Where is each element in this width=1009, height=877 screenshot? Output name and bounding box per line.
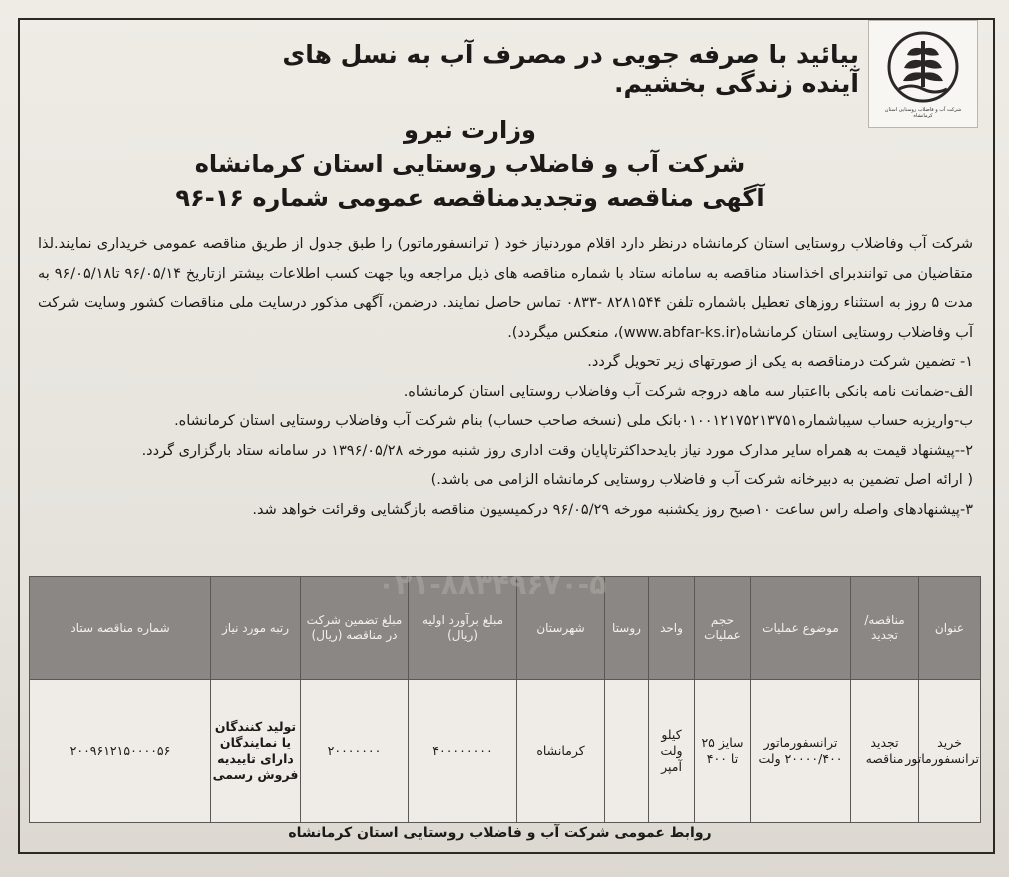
header-city: شهرستان — [517, 577, 605, 680]
company-logo — [868, 20, 978, 128]
table-row — [30, 680, 981, 823]
header-village: روستا — [605, 577, 649, 680]
header-type: مناقصه/ تجدید — [851, 577, 919, 680]
notice-title: آگهی مناقصه وتجدیدمناقصه عمومی شماره ۱۶-۹۶ — [175, 184, 765, 212]
notice-body — [38, 230, 973, 525]
header-subject: موضوع عملیات — [751, 577, 851, 680]
condition-1: ۱- تضمین شرکت درمناقصه به یکی از صورتهای زیر تحویل گردد. — [587, 354, 973, 370]
condition-2: ۲--پیشنهاد قیمت به همراه سایر مدارک مورد نیاز بایدحداکثرتاپایان وقت اداری روز شنبه مورخه ۱۳۹۶/۰۵/۲۸ در سامانه ستاد بارگزاری گردد. — [141, 442, 973, 459]
logo-caption: شرکت آب و فاضلاب روستایی استان کرمانشاه — [884, 107, 962, 119]
header-rank: رتبه مورد نیاز — [211, 577, 301, 680]
slogan: بیائید با صرفه جویی در مصرف آب به نسل های آینده زندگی بخشیم. — [282, 40, 859, 98]
header-unit: واحد — [649, 577, 695, 680]
header-tender-number: شماره مناقصه ستاد — [30, 577, 211, 680]
header-guarantee: مبلغ تضمین شرکت در مناقصه (ریال) — [301, 577, 409, 680]
cell-subject: ترانسفورماتور ۲۰۰۰۰/۴۰۰ ولت — [751, 680, 851, 823]
header-volume: حجم عملیات — [695, 577, 751, 680]
cell-title: خرید ترانسفورماتور — [919, 680, 981, 823]
cell-city: کرمانشاه — [517, 680, 605, 823]
cell-estimate: ۴۰۰۰۰۰۰۰۰ — [409, 680, 517, 823]
cell-unit: کیلو ولت آمپر — [649, 680, 695, 823]
header-estimate: مبلغ برآورد اولیه (ریال) — [409, 577, 517, 680]
cell-village — [605, 680, 649, 823]
tender-table — [29, 576, 981, 823]
cell-rank: تولید کنندگان یا نمایندگان دارای تاییدیه فروش رسمی — [211, 680, 301, 823]
condition-2-note: ( ارائه اصل تضمین به دبیرخانه شرکت آب و فاضلاب روستایی کرمانشاه الزامی می باشد.) — [430, 472, 973, 488]
header-title: عنوان — [919, 577, 981, 680]
company-title: شرکت آب و فاضلاب روستایی استان کرمانشاه — [194, 150, 746, 178]
ministry-title: وزارت نیرو — [404, 116, 536, 144]
cell-guarantee: ۲۰۰۰۰۰۰۰ — [301, 680, 409, 823]
wheat-water-logo-icon — [877, 27, 969, 107]
condition-3: ۳-پیشنهادهای واصله راس ساعت ۱۰صبح روز یکشنبه مورخه ۹۶/۰۵/۲۹ درکمیسیون مناقصه بازگشایی وقرائت خواهد شد. — [252, 501, 973, 518]
notice-headings — [150, 113, 790, 215]
phone-watermark: ۰۲۱-۸۸۳۴۹۶۷۰-۵ — [378, 568, 607, 601]
cell-volume: سایز ۲۵ تا ۴۰۰ — [695, 680, 751, 823]
public-relations-footer: روابط عمومی شرکت آب و فاضلاب روستایی استان کرمانشاه — [288, 825, 712, 841]
condition-1a: الف-ضمانت نامه بانکی بااعتبار سه ماهه دروجه شرکت آب وفاضلاب روستایی استان کرمانشاه. — [403, 383, 973, 400]
cell-type: تجدید مناقصه — [851, 680, 919, 823]
cell-tender-number: ۲۰۰۹۶۱۲۱۵۰۰۰۰۵۶ — [30, 680, 211, 823]
intro-paragraph: شرکت آب وفاضلاب روستایی استان کرمانشاه درنظر دارد اقلام موردنیاز خود ( ترانسفورماتور) را طبق جدول از طریق مناقصه عمومی خریداری نمایند.لذا متقاضیان می توانندبرای اخذاسناد مناقصه به سامانه ستاد با شماره مناقصه های ذیل مراجعه ویا جهت کسب اطلاعات بیشتر ازتاریخ ۹۶/۰۵/۱۴ تا۹۶/۰۵/۱۸ به مدت ۵ روز به استثناء روزهای تعطیل باشماره تلفن ۸۲۸۱۵۴۴ -۰۸۳۳ تماس حاصل نمایند. درضمن، آگهی مذکور درسایت ملی مناقصات کشور وسایت شرکت آب وفاضلاب روستایی استان کرمانشاه(www.abfar-ks.ir)، منعکس میگردد). — [38, 236, 974, 341]
condition-1b: ب-واریزبه حساب سیباشماره۰۱۰۰۱۲۱۷۵۲۱۳۷۵۱بانک ملی (نسخه صاحب حساب) بنام شرکت آب وفاضلاب روستایی استان کرمانشاه. — [174, 413, 973, 429]
